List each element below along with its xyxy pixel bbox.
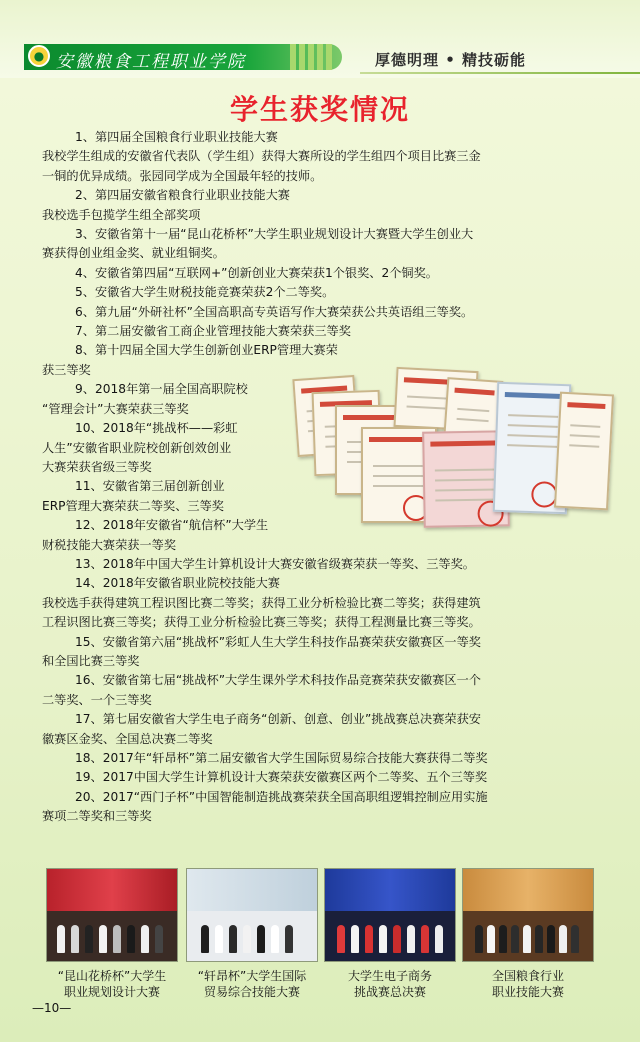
award-line: ERP管理大赛荣获二等奖、三等奖	[42, 498, 224, 513]
photo-caption: 大学生电子商务 挑战赛总决赛	[347, 969, 432, 999]
award-line: 赛项二等奖和三等奖	[42, 809, 152, 824]
award-line: 我校选手包揽学生组全部奖项	[42, 207, 201, 222]
photo-kunshan-huaqiao-cup	[46, 868, 178, 962]
award-line: 18、2017年“轩昂杯”第二届安徽省大学生国际贸易综合技能大赛获得二等奖	[75, 751, 488, 765]
award-line: 6、第九届“外研社杯”全国高职高专英语写作大赛荣获公共英语组三等奖。	[75, 304, 474, 319]
award-line: 4、安徽省第四届“互联网+”创新创业大赛荣获1个银奖、2个铜奖。	[75, 265, 438, 280]
award-line: 19、2017中国大学生计算机设计大赛荣获安徽赛区两个二等奖、五个三等奖	[75, 770, 488, 785]
award-line: 15、安徽省第六届“挑战杯”彩虹人生大学生科技作品赛荣获安徽赛区一等奖	[75, 634, 481, 649]
motto: 厚德明理 • 精技砺能	[375, 51, 527, 69]
photo-caption: “轩昂杯”大学生国际 贸易综合技能大赛	[197, 969, 307, 999]
award-line: 徽赛区金奖、全国总决赛二等奖	[42, 731, 213, 746]
award-line: 5、安徽省大学生财税技能竞赛荣获2个二等奖。	[75, 285, 335, 300]
award-line: 我校学生组成的安徽省代表队（学生组）获得大赛所设的学生组四个项目比赛三金	[42, 149, 481, 164]
award-certificates-image	[295, 369, 613, 529]
award-line: 12、2018年安徽省“航信杯”大学生	[75, 518, 269, 533]
award-line: 和全国比赛三等奖	[42, 653, 140, 668]
award-line: 20、2017“西门子杯”中国智能制造挑战赛荣获全国高职组逻辑控制应用实施	[75, 789, 488, 804]
award-line: 1、第四届全国粮食行业职业技能大赛	[75, 130, 278, 144]
award-line: 一铜的优异成绩。张园同学成为全国最年轻的技师。	[42, 168, 323, 183]
award-line: 16、安徽省第七届“挑战杯”大学生课外学术科技作品竞赛荣获安徽赛区一个	[75, 673, 481, 688]
photo-xuanang-cup	[186, 868, 318, 962]
award-line: 11、安徽省第三届创新创业	[75, 479, 225, 494]
award-line: 17、第七届安徽省大学生电子商务“创新、创意、创业”挑战赛总决赛荣获安	[75, 712, 481, 727]
photo-caption: “昆山花桥杯”大学生 职业规划设计大赛	[57, 969, 167, 999]
award-line: 10、2018年“挑战杯——彩虹	[75, 421, 238, 436]
award-line: 14、2018年安徽省职业院校技能大赛	[75, 576, 280, 591]
page-number: —10—	[32, 1001, 72, 1015]
award-line: 9、2018年第一届全国高职院校	[75, 382, 248, 397]
logo-decoration	[290, 44, 335, 74]
award-line: 3、安徽省第十一届“昆山花桥杯”大学生职业规划设计大赛暨大学生创业大	[75, 227, 474, 242]
award-line: 获三等奖	[42, 362, 91, 377]
award-line: 13、2018年中国大学生计算机设计大赛安徽省级赛荣获一等奖、三等奖。	[75, 556, 475, 571]
award-line: 7、第二届安徽省工商企业管理技能大赛荣获三等奖	[75, 324, 351, 339]
award-line: 8、第十四届全国大学生创新创业ERP管理大赛荣	[75, 343, 338, 358]
award-photos	[46, 868, 594, 964]
award-line: 我校选手获得建筑工程识图比赛二等奖；获得工业分析检验比赛二等奖；获得建筑	[42, 595, 481, 610]
award-line: “管理会计”大赛荣获三等奖	[42, 401, 189, 416]
award-line: 赛获得创业组金奖、就业组铜奖。	[42, 246, 225, 261]
award-line: 大赛荣获省级三等奖	[42, 459, 152, 474]
photo-ecommerce-challenge	[324, 868, 456, 962]
award-line: 工程识图比赛三等奖；获得工业分析检验比赛三等奖；获得工程测量比赛三等奖。	[42, 615, 481, 630]
award-line: 人生”安徽省职业院校创新创效创业	[42, 440, 232, 455]
award-line: 财税技能大赛荣获一等奖	[42, 537, 177, 552]
motto-underline	[360, 72, 640, 74]
photo-caption: 全国粮食行业 职业技能大赛	[491, 969, 564, 999]
page-title: 学生获奖情况	[229, 93, 410, 126]
school-emblem-icon: ●	[28, 45, 50, 67]
school-name: 安徽粮食工程职业学院	[56, 52, 246, 72]
award-line: 二等奖、一个三等奖	[42, 692, 152, 707]
photo-grain-skills-contest	[462, 868, 594, 962]
award-line: 2、第四届安徽省粮食行业职业技能大赛	[75, 188, 290, 203]
